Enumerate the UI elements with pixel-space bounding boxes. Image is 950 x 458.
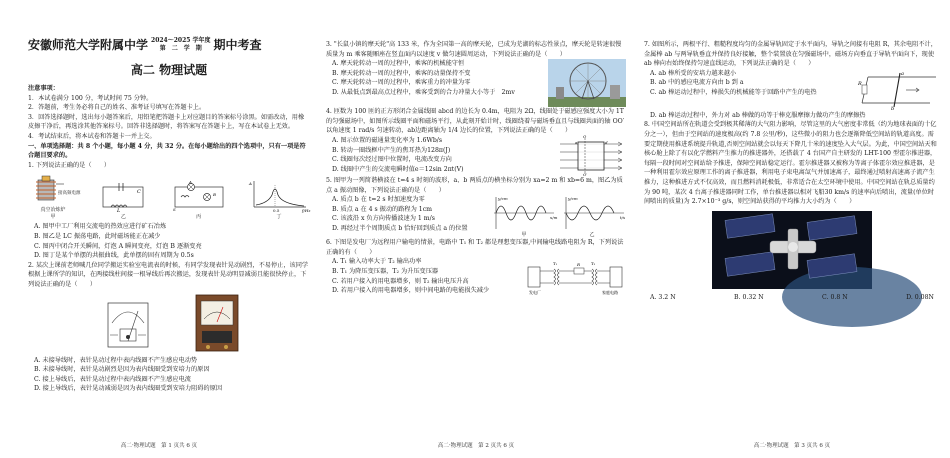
q2-option-c: C. 接上导线后，表针晃动过程中表内线圈不产生感应电流 <box>34 375 191 383</box>
fig-caption-yi: 乙 <box>589 232 595 239</box>
q3-option-a: A. 摩天轮转动一周的过程中，乘客的机械能守恒 <box>332 60 465 68</box>
svg-text:d: d <box>605 139 608 145</box>
page-2 <box>318 0 634 458</box>
notice-title: 注意事项： <box>28 85 59 92</box>
q1-option-a: A. 图甲中工厂利用交流电的热效应进行矿石冶炼 <box>34 223 167 231</box>
fig-caption-ding: 丁 <box>276 214 282 221</box>
svg-text:f/Hz: f/Hz <box>301 208 311 214</box>
q4-option-c: C. 线圈每次经过图中位置时，电流改变方向 <box>332 156 452 164</box>
fig-label-power-plant: 发电厂 <box>529 290 541 296</box>
fig-caption-jia: 甲 <box>521 232 527 239</box>
q8-option-b: B. 0.32 N <box>734 293 764 301</box>
svg-text:R: R <box>858 80 862 87</box>
q2-option-d: D. 接上导线后，表针晃动减弱是因为表内线圈受到安培力阻碍的原因 <box>34 385 223 393</box>
q1-option-d: D. 图丁是某个单摆的共振曲线，此单摆的固有周期为 0.5s <box>34 252 194 260</box>
q6-option-b: B. T₁ 为降压变压器，T₂ 为升压变压器 <box>332 267 439 275</box>
svg-text:C: C <box>137 189 142 196</box>
page-3 <box>634 0 950 458</box>
question-2: 2. 某次上课前老师喊几位同学搬运实验室电流表的时候，有同学发现表针晃动剧烈，不易停止，该同学根据上课所学的知识，在两接线柱间接一根导线后再次搬运，发现表针晃动明显减弱且能很快停止，下列说法正确的是（ ） <box>28 261 309 288</box>
q5-figures <box>490 195 626 238</box>
q6-option-a: A. T₁ 输入功率大于 T₂ 输出功率 <box>332 258 422 266</box>
semester: 第 二 学 期 <box>159 44 202 52</box>
q8-option-a: A. 3.2 N <box>650 293 676 301</box>
notice-item: 3．回答选择题时，选出每小题答案后，用铅笔把答题卡上对应题目的答案标号涂黑。如需改动，用橡皮擦干净后，再选涂其他答案标号。回答非选择题时，将答案写在答题卡上，写在本试卷上无效。 <box>28 113 305 131</box>
svg-text:x/m: x/m <box>550 215 558 221</box>
figure-lc-circuit <box>97 181 149 220</box>
q3-option-c: C. 摩天轮转动一周的过程中，乘客重力的冲量为零 <box>332 79 471 87</box>
rail-rod-diagram <box>858 69 940 111</box>
notice-item: 2．答题前，考生务必将自己的姓名、准考证号填写在答题卡上。 <box>28 104 206 112</box>
fig-caption-jia: 甲 <box>50 214 56 221</box>
meter-photo <box>194 293 240 353</box>
notice-item: 1．本试卷满分 100 分，考试时间 75 分钟。 <box>28 94 153 102</box>
wave-graph-jia <box>490 195 556 231</box>
svg-text:S: S <box>172 207 176 213</box>
ferris-wheel-photo <box>548 59 626 107</box>
svg-text:t/s: t/s <box>620 215 626 221</box>
school-year: 2024～2025 学年度 <box>151 36 211 44</box>
q6-option-d: D. 若用户接入的用电器增多，则中间电路的电能损失减少 <box>332 287 490 295</box>
q5-option-b: B. 质点 a 在 4 s 振动的路程为 1cm <box>332 205 433 213</box>
q8-option-c: C. 0.8 N <box>822 293 848 301</box>
figure-resonance-curve <box>248 179 310 220</box>
svg-text:a: a <box>901 70 904 77</box>
page-footer: 高二·物理试题 第 2 页共 6 页 <box>437 443 515 449</box>
q7-option-d: D. ab 棒运动过程中，外力对 ab 棒做的功等于棒克服摩擦力做功产生的摩擦热 <box>650 111 866 119</box>
resonance-curve-chart <box>248 179 310 213</box>
fig-caption-yi: 乙 <box>120 214 126 221</box>
q2-option-a: A. 未接导线时，表针晃动过程中表内线圈不产生感应电动势 <box>34 356 198 364</box>
exam-header <box>28 36 310 53</box>
svg-text:T₁: T₁ <box>553 261 558 267</box>
q2-option-b: B. 未接导线时，表针晃动剧烈是因为表内线圈受到安培力的原因 <box>34 366 210 374</box>
question-7: 7. 如图所示，两根平行、粗糙程度均匀的金属导轨固定于水平面内，导轨之间接有电阻 R，其余电阻不计，金属棒 ab 与两导轨垂直并保持良好接触，整个装置放在匀强磁场中，磁场方向垂直于导轨平面向下，现使 ab 棒向右始终保持匀速直线运动，下列说法正确的是（ ） <box>644 41 937 68</box>
svg-text:O: O <box>583 133 587 139</box>
q8-option-d: D. 0.08N <box>906 293 934 301</box>
q1-option-b: B. 图乙是 LC 振荡电路，此时磁场能正在减少 <box>34 232 161 240</box>
q4-option-b: B. 转动一圈线框中产生的焦耳热为128π(J) <box>332 146 451 154</box>
svg-text:0.5: 0.5 <box>272 208 280 214</box>
svg-text:T₂: T₂ <box>591 261 596 267</box>
question-5: 5. 图甲为一列简谐横波在 t=4 s 时刻的波形，a、b 两质点的横坐标分别为 xa=2 m 和 xb=6 m，图乙为质点 a 振动图像，下列说法正确的是（ ） <box>326 176 623 194</box>
fig-caption-bing: 丙 <box>196 214 202 221</box>
page-footer: 高二·物理试题 第 3 页共 6 页 <box>753 443 831 449</box>
svg-text:R: R <box>577 262 581 268</box>
q4-option-d: D. 线圈中产生的交流电瞬时值e＝12sin 2πt(V) <box>332 165 464 173</box>
fig-label-hf-source: 接高频电源 <box>58 191 81 197</box>
q5-option-d: D. 再经过半个周期质点 b 恰好回到质点 a 的位置 <box>332 224 468 232</box>
page-footer: 高二·物理试题 第 1 页共 6 页 <box>120 443 198 449</box>
furnace-diagram <box>28 172 81 206</box>
question-8: 8. 中国空间站所在轨道会受到极其稀薄的大气阻力影响，尽管这里的大气密度非常低（约为地球表面的十亿分之一），但由于空间站的速度极高(约 7.8 公里/秒)，这些微小的阻力也会逐渐降低空间站的轨道高度。需要定期使用推进系统提升轨道,否则空间站就会以每天下降几十米的速度坠入大气层。为此，中国空间站天和核心舱上除了有以化学燃料产生推力的推进器外，还搭载了 4 台国产自主研发的 LHT-100 型霍尔推进器，每隔一段时间对空间站给予推进，保障空间站稳定运行。霍尔推进器又被称为等离子体霍尔效应推进器，是一种利用霍尔效应原理工作的离子推进器，利用电子束电离氙气并加速离子，最终通过喷射高速离子流产生推力，这种推进方式不仅高效，而且燃料消耗极低，非常适合在太空环境中使用。中国空间站在轨总质量约为 90 吨，某次 4 台离子推进器同时工作，单台推进器以相对飞船30 km/s 的速率向后喷出，流量(单位时间喷出的质量)为 2.7×10⁻³ g/s，则空间站获得的平均推力大小约为（ ） <box>644 121 937 206</box>
svg-text:b: b <box>891 105 895 112</box>
q4-option-a: A. 图示位置的磁通量变化率为 1.6Wb/s <box>332 136 443 144</box>
svg-text:O′: O′ <box>583 171 588 177</box>
svg-text:y/cm: y/cm <box>568 196 578 202</box>
lc-circuit-diagram <box>97 181 149 213</box>
section-heading: 一、单项选择题：共 8 个小题，每小题 4 分，共 32 分。在每小题给出的四个选项中，只有一项是符合题目要求的。 <box>28 142 306 160</box>
q5-option-c: C. 该波沿 x 负方向传播波速为 1 m/s <box>332 215 435 223</box>
svg-text:a: a <box>575 139 578 145</box>
q7-option-c: C. ab 棒运动过程中，棒损失的机械能等于回路中产生的电热 <box>650 88 817 96</box>
question-6: 6. 下图是发电厂为远程用户输电的情景，电路中 T₁ 和 T₂ 都是理想变压器,中间输电线路电阻为 R，下列说法正确的有（ ） <box>326 239 624 256</box>
notice-item: 4．考试结束后，将本试卷和答题卡一并上交。 <box>28 132 156 140</box>
question-3: 3. "长鼠小镇的摩天轮"高 133 米，作为全国第一高的摩天轮，已成为芜湖的标志性景点，摩天轮是转速很慢质量为 m 乘客随厢座在竖直面内以速度 v 做匀速圆周运动，下列说法正确的是（ ） <box>326 41 622 58</box>
page-1 <box>0 0 318 458</box>
svg-text:y/cm: y/cm <box>498 196 508 202</box>
question-1: 1. 下列说法正确的是（ ） <box>28 161 111 169</box>
figure-furnace <box>28 172 81 221</box>
q3-option-d: D. 从最低点到最高点过程中，乘客受到的合力冲量大小等于 2mv <box>332 88 515 96</box>
q3-option-b: B. 摩天轮转动一周的过程中，乘客的动量保持不变 <box>332 69 471 77</box>
q1-figures <box>28 172 310 220</box>
exam-title: 高二 物理试题 <box>130 63 208 77</box>
q1-option-c: C. 图丙中闭合开关瞬间，灯泡 A 瞬间变亮，灯泡 B 逐渐变亮 <box>34 242 202 250</box>
galvanometer-sketch <box>98 293 170 353</box>
q7-option-a: A. ab 棒所受的安培力越来越小 <box>650 69 737 77</box>
svg-text:L: L <box>117 208 121 215</box>
figure-lamp-circuit <box>169 181 229 220</box>
q6-option-c: C. 若用户接入的用电器增多，则 T₂ 输出电压升高 <box>332 277 469 285</box>
exam-name: 期中考查 <box>213 38 262 52</box>
q2-figures <box>28 293 310 353</box>
question-4: 4. 匝数为 100 匝的正方形闭合金属线圈 abcd 的边长为 0.4m，电阻为 2Ω，线圈处于磁感应强度大小为 1T 的匀强磁场中，如图所示线圈平面和磁场平行，从此刻开始计时，线圈绕着与磁场垂直且与线圈共面的轴 OO′ 以角速度 1 rad/s 匀速转动，ab边距离轴为 1/4 边长的位置，下列说法正确的是（ ） <box>326 108 625 135</box>
lamp-circuit-diagram <box>169 181 229 213</box>
svg-text:A: A <box>248 181 252 187</box>
svg-text:A: A <box>188 179 192 185</box>
fig-label-home-circuit: 家庭电路 <box>602 290 618 296</box>
q8-figure <box>644 211 940 289</box>
q7-option-b: B. ab 中的感应电流方向由 b 到 a <box>650 79 744 87</box>
fig-caption-furnace: 真空冶炼炉 <box>40 207 66 214</box>
vibration-graph-yi <box>560 195 626 231</box>
space-station-photo <box>712 211 872 289</box>
rotating-coil-diagram <box>556 133 626 177</box>
power-transmission-diagram <box>526 257 626 297</box>
school-name: 安徽师范大学附属中学 <box>28 38 149 52</box>
svg-text:B: B <box>212 192 216 198</box>
q5-option-a: A. 质点 b 在 t=2 s 时加速度为零 <box>332 196 425 204</box>
